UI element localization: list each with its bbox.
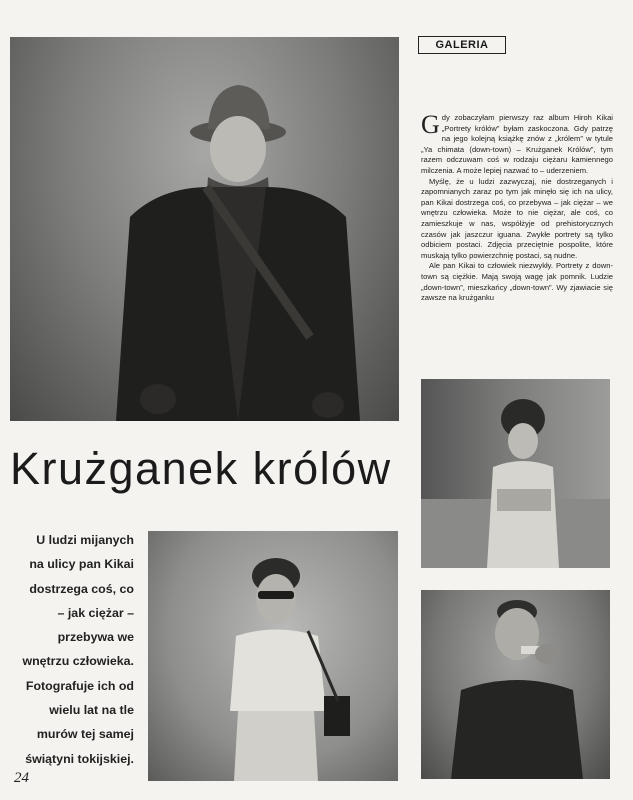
- photo-sunglasses-figure: [148, 531, 398, 781]
- photo-portrait-woman-kimono: [421, 379, 610, 568]
- article-paragraph-1-text: dy zobaczyłam pierwszy raz album Hiroh Kikai „Portrety królów” byłam zaskoczona. Gdy patrzę na jego kolejną książkę znów z „królem” w tytule „Ya chimata (down-town) – Krużganek Królów”, tym razem odczuwam coś w rodzaju ciężaru kamiennego milczenia. A może lepiej nazwać to – uderzeniem.: [421, 113, 613, 175]
- article-paragraph-2: Myślę, że u ludzi zazwyczaj, nie dostrzeganych i zapomnianych zaraz po tym jak minęło się ich na ulicy, pan Kikai dostrzega coś, co przebywa – jak ciężar – we wnętrzu człowieka. Może to nie ciężar, ale coś, co zamieszkuje w nas, współżyje od prehistorycznych czasów jak jaszczur iguana. Zwykłe portrety są tylko odbiciem postaci. Zdjęcia przeciętnie pospolite, które muskają tylko powierzchnię postaci, są nudne.: [421, 176, 613, 260]
- article-paragraph-3: Ale pan Kikai to człowiek niezwykły. Portrety z down-town są ciężkie. Mają swoją wagę jak pomnik. Ludzie „down-town”, mieszkańcy „down-town”. Wy zjawiacie się zawsze na krużganku: [421, 261, 613, 303]
- photo-woman-figure: [421, 379, 610, 568]
- headline: Krużganek królów: [10, 443, 392, 494]
- photo-main-figure: [10, 37, 399, 421]
- photo-harmonica-figure: [421, 590, 610, 779]
- photo-portrait-man-hat: [10, 37, 399, 421]
- page-number: 24: [14, 770, 29, 786]
- article-paragraph-1: [421, 110, 613, 177]
- section-tag: GALERIA: [418, 36, 506, 54]
- drop-cap: G: [421, 110, 440, 139]
- pull-quote: U ludzi mijanych na ulicy pan Kikai dostrzega coś, co – jak ciężar – przebywa we wnętrzu człowieka. Fotografuje ich od wielu lat na tle murów tej samej świątyni tokijskiej.: [22, 533, 134, 766]
- article-body: [421, 110, 613, 304]
- photo-portrait-man-harmonica: [421, 590, 610, 779]
- photo-portrait-man-sunglasses: [148, 531, 398, 781]
